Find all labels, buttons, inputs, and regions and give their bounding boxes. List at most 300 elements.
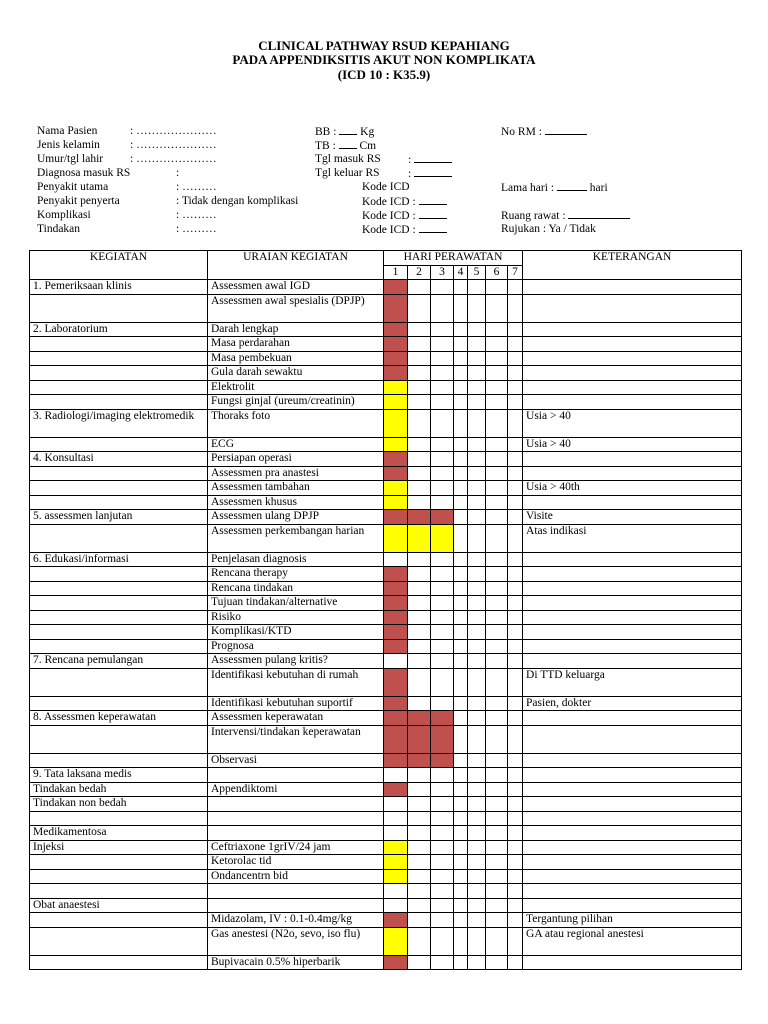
day-7-cell — [508, 625, 523, 640]
tgl-masuk-field — [408, 152, 452, 167]
header-hari-perawatan: HARI PERAWATAN — [384, 251, 523, 266]
table-row — [30, 610, 742, 625]
day-2-cell — [408, 869, 431, 884]
table-row — [30, 481, 742, 496]
day-3-cell — [431, 380, 454, 395]
table-row — [30, 552, 742, 567]
kegiatan-cell — [30, 610, 208, 625]
day-1-cell — [384, 481, 408, 496]
table-row — [30, 696, 742, 711]
uraian-cell: Fungsi ginjal (ureum/creatinin) — [208, 395, 384, 410]
day-7-cell — [508, 927, 523, 955]
nama-pasien-value: : ………………… — [130, 125, 217, 137]
day-7-cell — [508, 380, 523, 395]
keterangan-cell — [523, 869, 742, 884]
day-7-cell — [508, 409, 523, 437]
bb-unit: Kg — [360, 126, 375, 138]
day-4-cell — [454, 452, 468, 467]
day-3-cell — [431, 625, 454, 640]
ruang-rawat-field — [501, 208, 630, 223]
keterangan-cell — [523, 280, 742, 295]
day-4-cell — [454, 753, 468, 768]
lama-hari-field — [501, 180, 608, 195]
day-1-cell — [384, 567, 408, 582]
day-5-cell — [468, 840, 486, 855]
day-1-cell — [384, 495, 408, 510]
day-6-cell — [486, 409, 508, 437]
day-4-cell — [454, 610, 468, 625]
day-1-cell — [384, 639, 408, 654]
kegiatan-cell: 5. assessmen lanjutan — [30, 510, 208, 525]
table-row — [30, 366, 742, 381]
day-5-cell — [468, 567, 486, 582]
day-header-3: 3 — [431, 266, 454, 280]
jenis-kelamin-label: Jenis kelamin — [37, 139, 100, 151]
day-2-cell — [408, 927, 431, 955]
keterangan-cell — [523, 955, 742, 970]
day-3-cell — [431, 552, 454, 567]
no-rm-blank — [545, 124, 587, 135]
table-row — [30, 811, 742, 826]
document-title-line-2: PADA APPENDIKSITIS AKUT NON KOMPLIKATA — [232, 52, 536, 67]
keterangan-cell — [523, 567, 742, 582]
day-2-cell — [408, 826, 431, 841]
day-5-cell — [468, 625, 486, 640]
day-3-cell — [431, 884, 454, 899]
day-5-cell — [468, 395, 486, 410]
table-row — [30, 639, 742, 654]
day-6-cell — [486, 955, 508, 970]
day-2-cell — [408, 409, 431, 437]
day-5-cell — [468, 351, 486, 366]
keterangan-cell — [523, 452, 742, 467]
day-1-cell — [384, 654, 408, 669]
uraian-cell: Penjelasan diagnosis — [208, 552, 384, 567]
day-4-cell — [454, 380, 468, 395]
day-2-cell — [408, 380, 431, 395]
day-6-cell — [486, 366, 508, 381]
table-row — [30, 884, 742, 899]
table-row — [30, 654, 742, 669]
day-4-cell — [454, 280, 468, 295]
day-6-cell — [486, 768, 508, 783]
day-1-cell — [384, 855, 408, 870]
day-4-cell — [454, 898, 468, 913]
day-5-cell — [468, 668, 486, 696]
day-6-cell — [486, 351, 508, 366]
day-1-cell — [384, 811, 408, 826]
keterangan-cell: Tergantung pilihan — [523, 913, 742, 928]
tgl-masuk-label: Tgl masuk RS — [315, 153, 381, 165]
day-4-cell — [454, 552, 468, 567]
kode-icd-4: Kode ICD : — [362, 224, 416, 236]
day-1-cell — [384, 581, 408, 596]
tb-blank — [339, 138, 357, 149]
day-1-cell — [384, 753, 408, 768]
table-row — [30, 768, 742, 783]
day-2-cell — [408, 294, 431, 322]
day-1-cell — [384, 351, 408, 366]
day-4-cell — [454, 811, 468, 826]
day-6-cell — [486, 510, 508, 525]
kegiatan-cell — [30, 366, 208, 381]
tb-field — [315, 138, 376, 153]
day-7-cell — [508, 913, 523, 928]
day-3-cell — [431, 322, 454, 337]
day-5-cell — [468, 797, 486, 812]
day-5-cell — [468, 366, 486, 381]
day-4-cell — [454, 797, 468, 812]
day-header-6: 6 — [486, 266, 508, 280]
table-row — [30, 927, 742, 955]
kode-icd-4-field — [362, 222, 447, 237]
kegiatan-cell — [30, 955, 208, 970]
keterangan-cell — [523, 811, 742, 826]
day-6-cell — [486, 639, 508, 654]
day-7-cell — [508, 855, 523, 870]
day-5-cell — [468, 811, 486, 826]
day-1-cell — [384, 797, 408, 812]
table-row — [30, 797, 742, 812]
day-7-cell — [508, 869, 523, 884]
uraian-cell — [208, 826, 384, 841]
kegiatan-cell — [30, 351, 208, 366]
uraian-cell: Assessmen ulang DPJP — [208, 510, 384, 525]
tgl-keluar-label: Tgl keluar RS — [315, 167, 380, 179]
day-6-cell — [486, 753, 508, 768]
day-2-cell — [408, 337, 431, 352]
diagnosa-label: Diagnosa masuk RS — [37, 167, 131, 179]
day-5-cell — [468, 855, 486, 870]
day-2-cell — [408, 552, 431, 567]
day-6-cell — [486, 610, 508, 625]
day-1-cell — [384, 927, 408, 955]
day-4-cell — [454, 366, 468, 381]
day-4-cell — [454, 524, 468, 552]
day-7-cell — [508, 639, 523, 654]
kegiatan-cell — [30, 524, 208, 552]
day-2-cell — [408, 610, 431, 625]
day-4-cell — [454, 725, 468, 753]
keterangan-cell — [523, 322, 742, 337]
day-1-cell — [384, 768, 408, 783]
day-2-cell — [408, 840, 431, 855]
table-row — [30, 495, 742, 510]
uraian-cell: Persiapan operasi — [208, 452, 384, 467]
day-3-cell — [431, 725, 454, 753]
uraian-cell: Assessmen khusus — [208, 495, 384, 510]
day-7-cell — [508, 797, 523, 812]
day-4-cell — [454, 337, 468, 352]
day-1-cell — [384, 395, 408, 410]
diagnosa-value: : — [176, 167, 180, 179]
penyakit-utama-label: Penyakit utama — [37, 181, 109, 193]
day-header-1: 1 — [384, 266, 408, 280]
table-row — [30, 567, 742, 582]
jenis-kelamin-value: : ………………… — [130, 139, 217, 151]
day-6-cell — [486, 927, 508, 955]
kegiatan-cell: 7. Rencana pemulangan — [30, 654, 208, 669]
day-3-cell — [431, 869, 454, 884]
day-7-cell — [508, 711, 523, 726]
table-row — [30, 337, 742, 352]
tgl-masuk-colon: : — [408, 154, 412, 166]
lama-hari-label: Lama hari : — [501, 182, 555, 194]
day-header-2: 2 — [408, 266, 431, 280]
day-1-cell — [384, 668, 408, 696]
day-4-cell — [454, 696, 468, 711]
day-5-cell — [468, 696, 486, 711]
day-6-cell — [486, 395, 508, 410]
day-5-cell — [468, 782, 486, 797]
day-5-cell — [468, 869, 486, 884]
day-5-cell — [468, 280, 486, 295]
day-4-cell — [454, 869, 468, 884]
bb-label: BB : — [315, 126, 337, 138]
day-6-cell — [486, 552, 508, 567]
day-4-cell — [454, 596, 468, 611]
day-7-cell — [508, 955, 523, 970]
table-row — [30, 409, 742, 437]
day-6-cell — [486, 466, 508, 481]
day-1-cell — [384, 366, 408, 381]
day-3-cell — [431, 437, 454, 452]
kegiatan-cell — [30, 696, 208, 711]
day-4-cell — [454, 581, 468, 596]
day-2-cell — [408, 782, 431, 797]
day-2-cell — [408, 884, 431, 899]
day-5-cell — [468, 768, 486, 783]
uraian-cell: Ceftriaxone 1grIV/24 jam — [208, 840, 384, 855]
day-3-cell — [431, 351, 454, 366]
day-6-cell — [486, 696, 508, 711]
day-4-cell — [454, 768, 468, 783]
kode-icd-2-field — [362, 194, 447, 209]
uraian-cell: Intervensi/tindakan keperawatan — [208, 725, 384, 753]
day-5-cell — [468, 294, 486, 322]
day-7-cell — [508, 351, 523, 366]
keterangan-cell — [523, 581, 742, 596]
day-2-cell — [408, 639, 431, 654]
kegiatan-cell — [30, 869, 208, 884]
keterangan-cell: Atas indikasi — [523, 524, 742, 552]
table-row — [30, 351, 742, 366]
day-1-cell — [384, 610, 408, 625]
day-2-cell — [408, 768, 431, 783]
day-6-cell — [486, 380, 508, 395]
uraian-cell: Darah lengkap — [208, 322, 384, 337]
day-5-cell — [468, 725, 486, 753]
kegiatan-cell — [30, 581, 208, 596]
uraian-cell: Ketorolac tid — [208, 855, 384, 870]
day-3-cell — [431, 768, 454, 783]
day-3-cell — [431, 581, 454, 596]
day-1-cell — [384, 625, 408, 640]
day-3-cell — [431, 366, 454, 381]
day-3-cell — [431, 855, 454, 870]
kegiatan-cell — [30, 753, 208, 768]
kegiatan-cell — [30, 294, 208, 322]
day-3-cell — [431, 280, 454, 295]
day-7-cell — [508, 654, 523, 669]
kegiatan-cell — [30, 380, 208, 395]
keterangan-cell — [523, 797, 742, 812]
table-row — [30, 725, 742, 753]
day-1-cell — [384, 711, 408, 726]
kegiatan-cell — [30, 927, 208, 955]
day-4-cell — [454, 510, 468, 525]
day-2-cell — [408, 913, 431, 928]
uraian-cell: Assessmen pulang kritis? — [208, 654, 384, 669]
table-row — [30, 524, 742, 552]
keterangan-cell — [523, 898, 742, 913]
day-3-cell — [431, 466, 454, 481]
day-2-cell — [408, 696, 431, 711]
day-7-cell — [508, 811, 523, 826]
day-4-cell — [454, 437, 468, 452]
day-1-cell — [384, 552, 408, 567]
kegiatan-cell — [30, 495, 208, 510]
uraian-cell: Tujuan tindakan/alternative — [208, 596, 384, 611]
day-1-cell — [384, 322, 408, 337]
day-6-cell — [486, 654, 508, 669]
day-7-cell — [508, 466, 523, 481]
day-2-cell — [408, 351, 431, 366]
keterangan-cell — [523, 725, 742, 753]
kode-icd-3: Kode ICD : — [362, 210, 416, 222]
uraian-cell: Rencana tindakan — [208, 581, 384, 596]
uraian-cell: Elektrolit — [208, 380, 384, 395]
day-4-cell — [454, 495, 468, 510]
kode-icd-2-blank — [419, 194, 447, 205]
day-3-cell — [431, 797, 454, 812]
uraian-cell: Masa perdarahan — [208, 337, 384, 352]
pathway-table-body — [30, 280, 742, 970]
day-7-cell — [508, 481, 523, 496]
day-1-cell — [384, 437, 408, 452]
uraian-cell: Identifikasi kebutuhan suportif — [208, 696, 384, 711]
day-6-cell — [486, 452, 508, 467]
day-3-cell — [431, 510, 454, 525]
day-7-cell — [508, 668, 523, 696]
day-2-cell — [408, 567, 431, 582]
day-2-cell — [408, 524, 431, 552]
day-5-cell — [468, 322, 486, 337]
day-2-cell — [408, 395, 431, 410]
day-6-cell — [486, 668, 508, 696]
pathway-table — [29, 250, 742, 970]
keterangan-cell — [523, 782, 742, 797]
day-5-cell — [468, 639, 486, 654]
day-3-cell — [431, 337, 454, 352]
kode-icd-2: Kode ICD : — [362, 196, 416, 208]
table-row — [30, 280, 742, 295]
keterangan-cell — [523, 337, 742, 352]
keterangan-cell — [523, 855, 742, 870]
kegiatan-cell: Medikamentosa — [30, 826, 208, 841]
day-3-cell — [431, 409, 454, 437]
kode-icd-3-field — [362, 208, 447, 223]
day-1-cell — [384, 913, 408, 928]
day-6-cell — [486, 782, 508, 797]
kegiatan-cell — [30, 884, 208, 899]
keterangan-cell — [523, 610, 742, 625]
day-5-cell — [468, 409, 486, 437]
kegiatan-cell — [30, 596, 208, 611]
day-1-cell — [384, 510, 408, 525]
day-7-cell — [508, 782, 523, 797]
keterangan-cell — [523, 466, 742, 481]
kode-icd-1: Kode ICD — [362, 181, 410, 193]
header-uraian: URAIAN KEGIATAN — [208, 251, 384, 280]
day-6-cell — [486, 855, 508, 870]
uraian-cell — [208, 884, 384, 899]
keterangan-cell: Visite — [523, 510, 742, 525]
keterangan-cell — [523, 711, 742, 726]
day-3-cell — [431, 753, 454, 768]
umur-value: : ………………… — [130, 153, 217, 165]
day-3-cell — [431, 596, 454, 611]
umur-label: Umur/tgl lahir — [37, 153, 104, 165]
day-2-cell — [408, 955, 431, 970]
day-3-cell — [431, 955, 454, 970]
day-1-cell — [384, 869, 408, 884]
uraian-cell: Assessmen keperawatan — [208, 711, 384, 726]
day-6-cell — [486, 898, 508, 913]
day-3-cell — [431, 654, 454, 669]
tindakan-label: Tindakan — [37, 223, 81, 235]
day-3-cell — [431, 782, 454, 797]
day-1-cell — [384, 955, 408, 970]
day-4-cell — [454, 955, 468, 970]
day-1-cell — [384, 524, 408, 552]
tgl-keluar-blank — [414, 166, 452, 177]
day-1-cell — [384, 466, 408, 481]
keterangan-cell — [523, 884, 742, 899]
day-5-cell — [468, 452, 486, 467]
day-3-cell — [431, 898, 454, 913]
day-7-cell — [508, 322, 523, 337]
nama-pasien-label: Nama Pasien — [37, 125, 98, 137]
uraian-cell: Komplikasi/KTD — [208, 625, 384, 640]
table-row — [30, 466, 742, 481]
day-header-5: 5 — [468, 266, 486, 280]
keterangan-cell — [523, 495, 742, 510]
table-row — [30, 380, 742, 395]
keterangan-cell: GA atau regional anestesi — [523, 927, 742, 955]
uraian-cell: Assessmen awal spesialis (DPJP) — [208, 294, 384, 322]
day-3-cell — [431, 481, 454, 496]
day-6-cell — [486, 826, 508, 841]
day-1-cell — [384, 898, 408, 913]
day-2-cell — [408, 797, 431, 812]
bb-blank — [339, 124, 357, 135]
day-1-cell — [384, 280, 408, 295]
day-3-cell — [431, 567, 454, 582]
day-6-cell — [486, 322, 508, 337]
day-3-cell — [431, 639, 454, 654]
rujukan: Rujukan : Ya / Tidak — [501, 223, 596, 235]
day-7-cell — [508, 725, 523, 753]
day-1-cell — [384, 380, 408, 395]
day-5-cell — [468, 380, 486, 395]
day-4-cell — [454, 711, 468, 726]
table-row — [30, 898, 742, 913]
day-4-cell — [454, 927, 468, 955]
day-3-cell — [431, 495, 454, 510]
day-7-cell — [508, 826, 523, 841]
day-3-cell — [431, 668, 454, 696]
